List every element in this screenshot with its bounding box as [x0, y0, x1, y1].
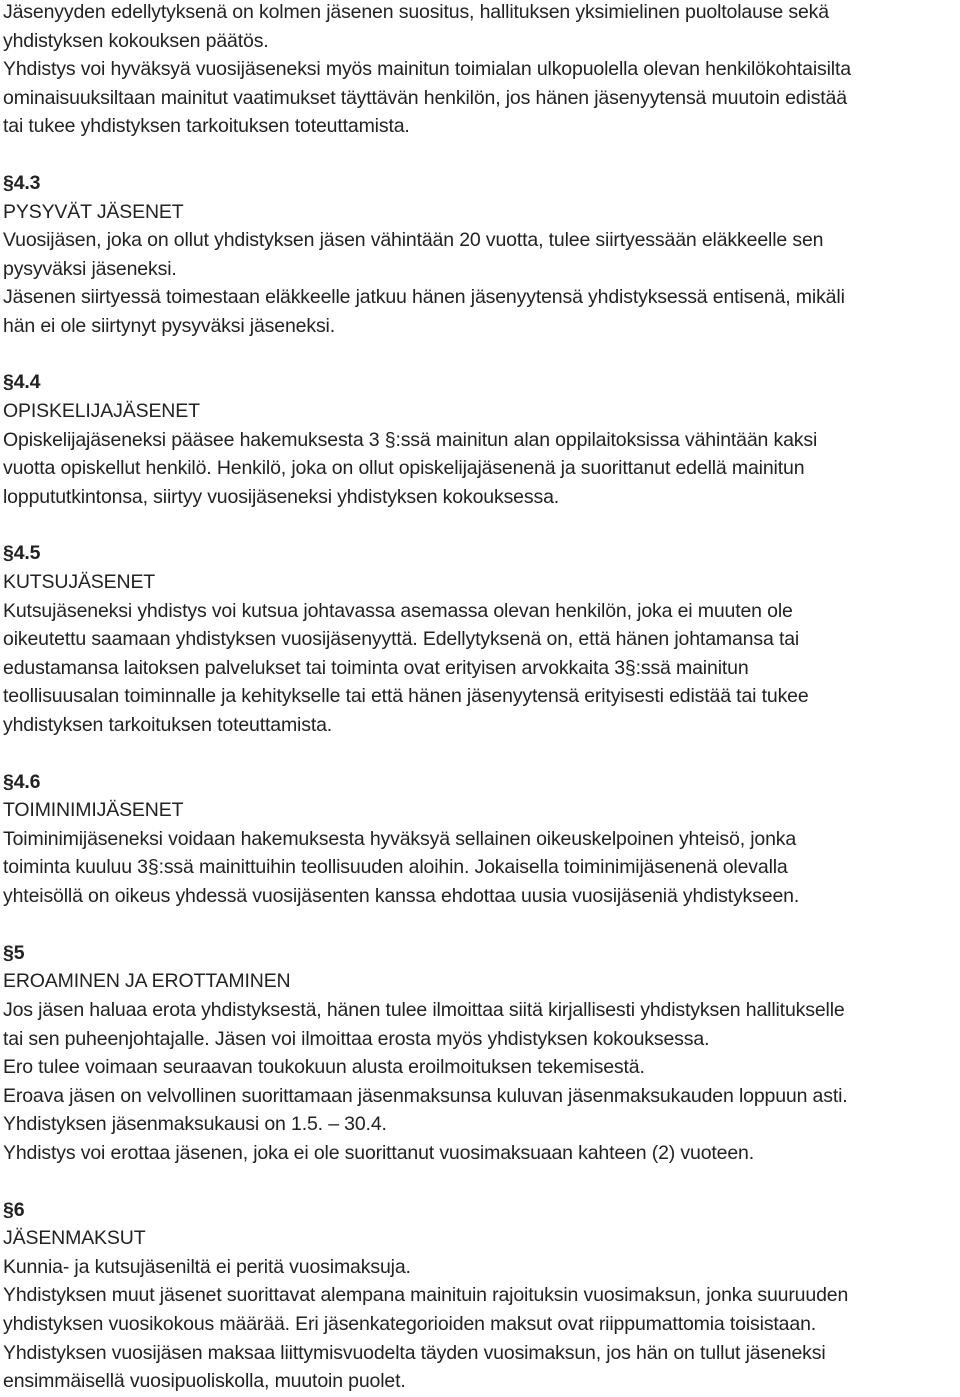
text-line: vuotta opiskellut henkilö. Henkilö, joka on ollut opiskelijajäsenenä ja suorittanut edellä mainitun [3, 457, 805, 479]
section-heading: OPISKELIJAJÄSENET [3, 400, 200, 422]
text-line: Jäsenen siirtyessä toimestaan eläkkeelle jatkuu hänen jäsenyytensä yhdistyksessä entisenä, mikäli [3, 286, 845, 308]
text-line: toiminta kuuluu 3§:ssä mainittuihin teollisuuden aloihin. Jokaisella toiminimijäsenenä olevalla [3, 856, 788, 878]
text-line: tai sen puheenjohtajalle. Jäsen voi ilmoittaa erosta myös yhdistyksen kokouksessa. [3, 1028, 710, 1050]
section-number: §4.5 [3, 542, 41, 564]
text-line: yhdistyksen kokouksen päätös. [3, 30, 269, 52]
text-line: ensimmäisellä vuosipuoliskolla, muutoin puolet. [3, 1370, 406, 1392]
text-line: yhdistyksen tarkoituksen toteuttamista. [3, 714, 333, 736]
section-number: §5 [3, 942, 25, 964]
section-heading: EROAMINEN JA EROTTAMINEN [3, 970, 291, 992]
text-line: Jäsenyyden edellytyksenä on kolmen jäsenen suositus, hallituksen yksimielinen puoltolause sekä [3, 1, 829, 23]
section-number: §4.3 [3, 172, 41, 194]
text-line: loppututkintonsa, siirtyy vuosijäseneksi yhdistyksen kokouksessa. [3, 486, 560, 508]
section-heading: JÄSENMAKSUT [3, 1227, 146, 1249]
text-line: Yhdistyksen vuosijäsen maksaa liittymisvuodelta täyden vuosimaksun, jos hän on tullut jäseneksi [3, 1342, 826, 1364]
text-line: ominaisuuksiltaan mainitut vaatimukset täyttävän henkilön, jos hänen jäsenyytensä muutoin edistää [3, 87, 847, 109]
section-number: §4.6 [3, 771, 41, 793]
text-line: yhteisöllä on oikeus yhdessä vuosijäsenten kanssa ehdottaa uusia vuosijäseniä yhdistykseen. [3, 885, 800, 907]
text-line: Yhdistys voi hyväksyä vuosijäseneksi myös mainitun toimialan ulkopuolella olevan henkilökohtaisilta [3, 58, 851, 80]
section-heading: TOIMINIMIJÄSENET [3, 799, 184, 821]
text-line: Vuosijäsen, joka on ollut yhdistyksen jäsen vähintään 20 vuotta, tulee siirtyessään eläkkeelle sen [3, 229, 824, 251]
text-line: edustamansa laitoksen palvelukset tai toiminta ovat erityisen arvokkaita 3§:ssä mainitun [3, 657, 749, 679]
text-line: Jos jäsen haluaa erota yhdistyksestä, hänen tulee ilmoittaa siitä kirjallisesti yhdistyksen hallitukselle [3, 999, 845, 1021]
text-line: teollisuusalan toiminnalle ja kehitykselle tai että hänen jäsenyytensä erityisesti edistää tai tukee [3, 685, 809, 707]
text-line: Yhdistyksen muut jäsenet suorittavat alempana mainituin rajoituksin vuosimaksun, jonka suuruuden [3, 1284, 849, 1306]
text-line: pysyväksi jäseneksi. [3, 258, 177, 280]
section-number: §4.4 [3, 371, 41, 393]
text-line: Yhdistys voi erottaa jäsenen, joka ei ole suorittanut vuosimaksuaan kahteen (2) vuoteen. [3, 1142, 755, 1164]
text-line: Ero tulee voimaan seuraavan toukokuun alusta eroilmoituksen tekemisestä. [3, 1056, 645, 1078]
section-number: §6 [3, 1199, 25, 1221]
text-line: tai tukee yhdistyksen tarkoituksen toteuttamista. [3, 115, 410, 137]
text-line: Yhdistyksen jäsenmaksukausi on 1.5. – 30.4. [3, 1113, 387, 1135]
text-line: Opiskelijajäseneksi pääsee hakemuksesta 3 §:ssä mainitun alan oppilaitoksissa vähintään kaksi [3, 429, 818, 451]
text-line: yhdistyksen vuosikokous määrää. Eri jäsenkategorioiden maksut ovat riippumattomia toisistaan. [3, 1313, 817, 1335]
text-line: oikeutettu saamaan yhdistyksen vuosijäsenyyttä. Edellytyksenä on, että hänen johtamansa tai [3, 628, 800, 650]
section-heading: PYSYVÄT JÄSENET [3, 201, 184, 223]
text-line: Toiminimijäseneksi voidaan hakemuksesta hyväksyä sellainen oikeuskelpoinen yhteisö, jonka [3, 828, 797, 850]
text-line: Eroava jäsen on velvollinen suorittamaan jäsenmaksunsa kuluvan jäsenmaksukauden loppuun asti. [3, 1085, 848, 1107]
text-line: Kunnia- ja kutsujäseniltä ei peritä vuosimaksuja. [3, 1256, 411, 1278]
section-heading: KUTSUJÄSENET [3, 571, 156, 593]
text-line: Kutsujäseneksi yhdistys voi kutsua johtavassa asemassa olevan henkilön, joka ei muuten ole [3, 600, 793, 622]
text-line: hän ei ole siirtynyt pysyväksi jäseneksi. [3, 315, 335, 337]
